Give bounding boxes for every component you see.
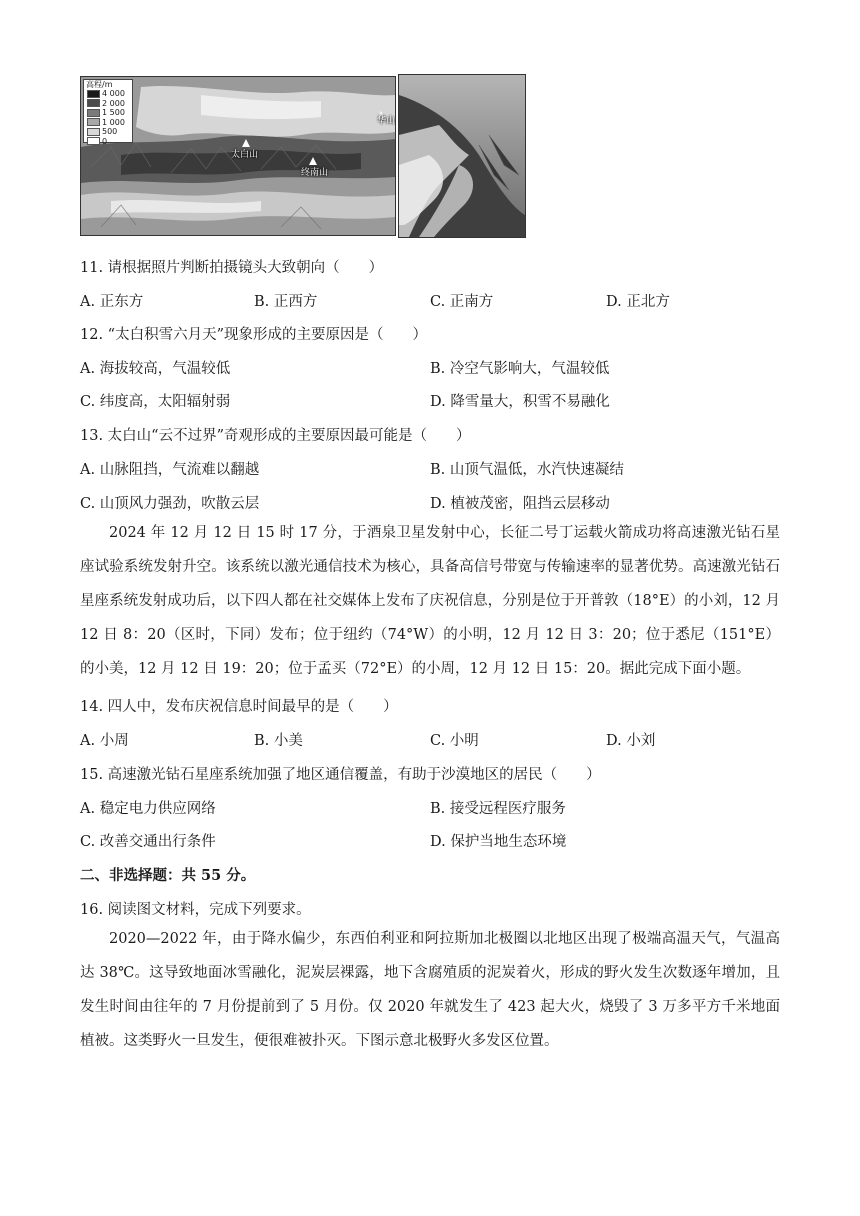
- legend-swatch: [87, 118, 100, 126]
- legend-level: 1 000: [102, 117, 125, 127]
- material-paragraph-2: 2020—2022 年，由于降水偏少，东西伯利亚和阿拉斯加北极圈以北地区出现了极端高温天气，气温高达 38℃。这导致地面冰雪融化，泥炭层裸露，地下含腐殖质的泥炭着火，形成的野火发生次数逐年增加，且发生时间由往年的 7 月份提前到了 5 月份。仅 2020 年就发生了 423 起大火，烧毁了 3 万多平方千米地面植被。这类野火一旦发生，便很难被扑灭。下图示意北极野火多发区位置。: [80, 931, 780, 1049]
- legend-level: 1 500: [102, 108, 125, 118]
- legend-row: [84, 118, 132, 128]
- question-12-option-c[interactable]: C. 纬度高，太阳辐射弱: [80, 394, 231, 410]
- legend-row: [84, 108, 132, 118]
- question-12-option-a[interactable]: A. 海拔较高，气温较低: [80, 361, 231, 377]
- figure-row: [80, 74, 524, 236]
- elevation-legend: [83, 79, 133, 146]
- legend-level: 500: [102, 127, 118, 137]
- question-15-option-d[interactable]: D. 保护当地生态环境: [430, 834, 567, 850]
- material-paragraph-1: 2024 年 12 月 12 日 15 时 17 分，于酒泉卫星发射中心，长征二号丁运载火箭成功将高速激光钻石星座试验系统发射升空。该系统以激光通信技术为核心，具备高信号带宽与传输速率的显著优势。高速激光钻石星座系统发射成功后，以下四人都在社交媒体上发布了庆祝信息，分别是位于开普敦（18°E）的小刘，12 月 12 日 8：20（区时，下同）发布；位于纽约（74°W）的小明，12 月 12 日 3：20；位于悉尼（151°E）的小美，12 月 12 日 19：20；位于孟买（72°E）的小周，12 月 12 日 15：20。据此完成下面小题。: [80, 525, 780, 677]
- legend-swatch: [87, 90, 100, 98]
- cloud-photo-graphic: [399, 75, 525, 237]
- legend-level: 2 000: [102, 98, 125, 108]
- terrain-map: [80, 76, 396, 236]
- question-14-stem: 14. 四人中，发布庆祝信息时间最早的是（ ）: [80, 699, 398, 715]
- question-11-option-c[interactable]: C. 正南方: [430, 294, 494, 310]
- section-2-title: 二、非选择题：共 55 分。: [80, 867, 256, 884]
- question-12-option-b[interactable]: B. 冷空气影响大，气温较低: [430, 361, 610, 377]
- cloud-photo: [398, 74, 526, 238]
- question-13-option-d[interactable]: D. 植被茂密，阻挡云层移动: [430, 496, 610, 512]
- peak-label-huashan: 华山: [377, 116, 396, 126]
- question-14-option-d[interactable]: D. 小刘: [606, 733, 656, 749]
- question-13-option-c[interactable]: C. 山顶风力强劲，吹散云层: [80, 496, 260, 512]
- legend-row: [84, 99, 132, 109]
- question-16-stem: 16. 阅读图文材料，完成下列要求。: [80, 902, 311, 918]
- question-11-option-a[interactable]: A. 正东方: [80, 294, 144, 310]
- question-15-option-b[interactable]: B. 接受远程医疗服务: [430, 801, 566, 817]
- legend-swatch: [87, 137, 100, 145]
- legend-title: 高程/m: [86, 80, 113, 89]
- legend-level: 0: [102, 136, 108, 146]
- legend-swatch: [87, 99, 100, 107]
- question-11-option-b[interactable]: B. 正西方: [254, 294, 318, 310]
- legend-row: [84, 89, 132, 99]
- question-13-option-a[interactable]: A. 山脉阻挡，气流难以翻越: [80, 462, 260, 478]
- legend-row: [84, 137, 132, 147]
- question-14-option-b[interactable]: B. 小美: [254, 733, 303, 749]
- legend-swatch: [87, 109, 100, 117]
- question-13-option-b[interactable]: B. 山顶气温低，水汽快速凝结: [430, 462, 624, 478]
- question-12-option-d[interactable]: D. 降雪量大，积雪不易融化: [430, 394, 610, 410]
- legend-swatch: [87, 128, 100, 136]
- peak-label-taibaishan: 太白山: [231, 150, 259, 160]
- legend-row: [84, 127, 132, 137]
- question-14-option-a[interactable]: A. 小周: [80, 733, 129, 749]
- question-14-option-c[interactable]: C. 小明: [430, 733, 479, 749]
- question-11-option-d[interactable]: D. 正北方: [606, 294, 670, 310]
- question-15-option-a[interactable]: A. 稳定电力供应网络: [80, 801, 216, 817]
- question-15-option-c[interactable]: C. 改善交通出行条件: [80, 834, 216, 850]
- peak-label-zhongnanshan: 终南山: [301, 168, 329, 178]
- legend-level: 4 000: [102, 89, 125, 99]
- question-11-stem: 11. 请根据照片判断拍摄镜头大致朝向（ ）: [80, 260, 384, 276]
- question-12-stem: 12. “太白积雪六月天”现象形成的主要原因是（ ）: [80, 327, 427, 343]
- question-13-stem: 13. 太白山“云不过界”奇观形成的主要原因最可能是（ ）: [80, 428, 471, 444]
- question-15-stem: 15. 高速激光钻石星座系统加强了地区通信覆盖，有助于沙漠地区的居民（ ）: [80, 767, 601, 783]
